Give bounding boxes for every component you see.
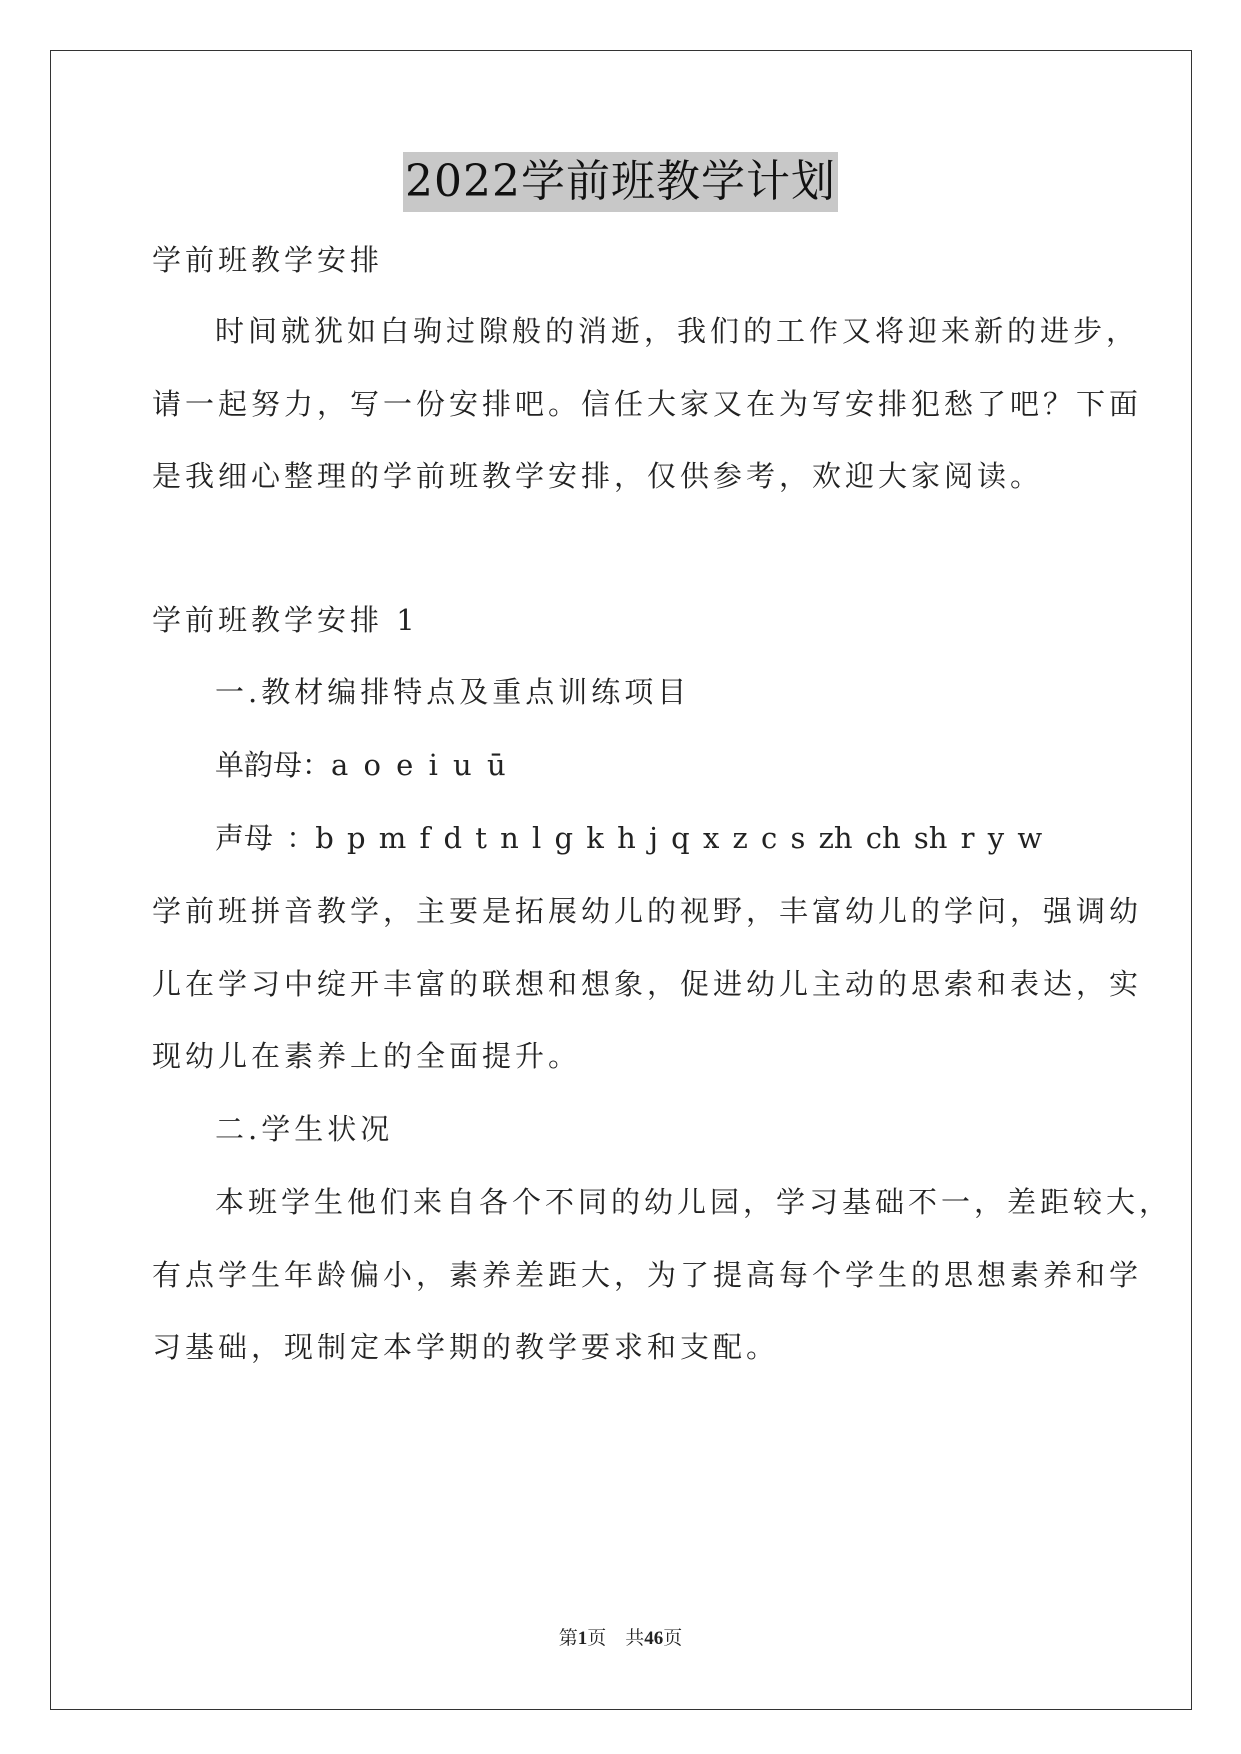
intro-line-2: 请一起努力，写一份安排吧。信任大家又在为写安排犯愁了吧？下面 — [152, 387, 1143, 421]
section-1-title: 一.教材编排特点及重点训练项目 — [215, 675, 691, 709]
intro-line-1: 时间就犹如白驹过隙般的消逝，我们的工作又将迎来新的进步， — [215, 314, 1140, 348]
section-2-title: 二.学生状况 — [215, 1112, 394, 1146]
footer-total-pages: 46 — [644, 1628, 664, 1649]
paragraph-2-line-1: 本班学生他们来自各个不同的幼儿园，学习基础不一，差距较大， — [215, 1185, 1173, 1219]
page-border — [50, 50, 1192, 1710]
title-wrap — [0, 152, 1241, 212]
footer-prefix: 第 — [558, 1627, 578, 1649]
paragraph-2-line-3: 习基础，现制定本学期的教学要求和支配。 — [152, 1330, 780, 1364]
vowels-line: 单韵母：a o e i u ū — [215, 748, 506, 782]
heading-plan: 学前班教学安排 — [152, 243, 384, 277]
paragraph-1-line-2: 儿在学习中绽开丰富的联想和想象，促进幼儿主动的思索和表达，实 — [152, 967, 1143, 1001]
footer-middle: 页 共 — [587, 1627, 645, 1649]
footer-current-page: 1 — [577, 1628, 588, 1649]
intro-line-3: 是我细心整理的学前班教学安排，仅供参考，欢迎大家阅读。 — [152, 459, 1044, 493]
footer-suffix: 页 — [663, 1627, 683, 1649]
heading-plan-1: 学前班教学安排 1 — [152, 603, 419, 637]
paragraph-1-line-1: 学前班拼音教学，主要是拓展幼儿的视野，丰富幼儿的学问，强调幼 — [152, 894, 1143, 928]
paragraph-1-line-3: 现幼儿在素养上的全面提升。 — [152, 1039, 582, 1073]
document-title: 2022学前班教学计划 — [403, 152, 838, 212]
paragraph-2-line-2: 有点学生年龄偏小，素养差距大，为了提高每个学生的思想素养和学 — [152, 1258, 1143, 1292]
page-footer — [0, 1625, 1241, 1652]
consonants-line: 声母 ：b p m f d t n l g k h j q x z c s zh ch sh r y w — [215, 821, 1043, 855]
